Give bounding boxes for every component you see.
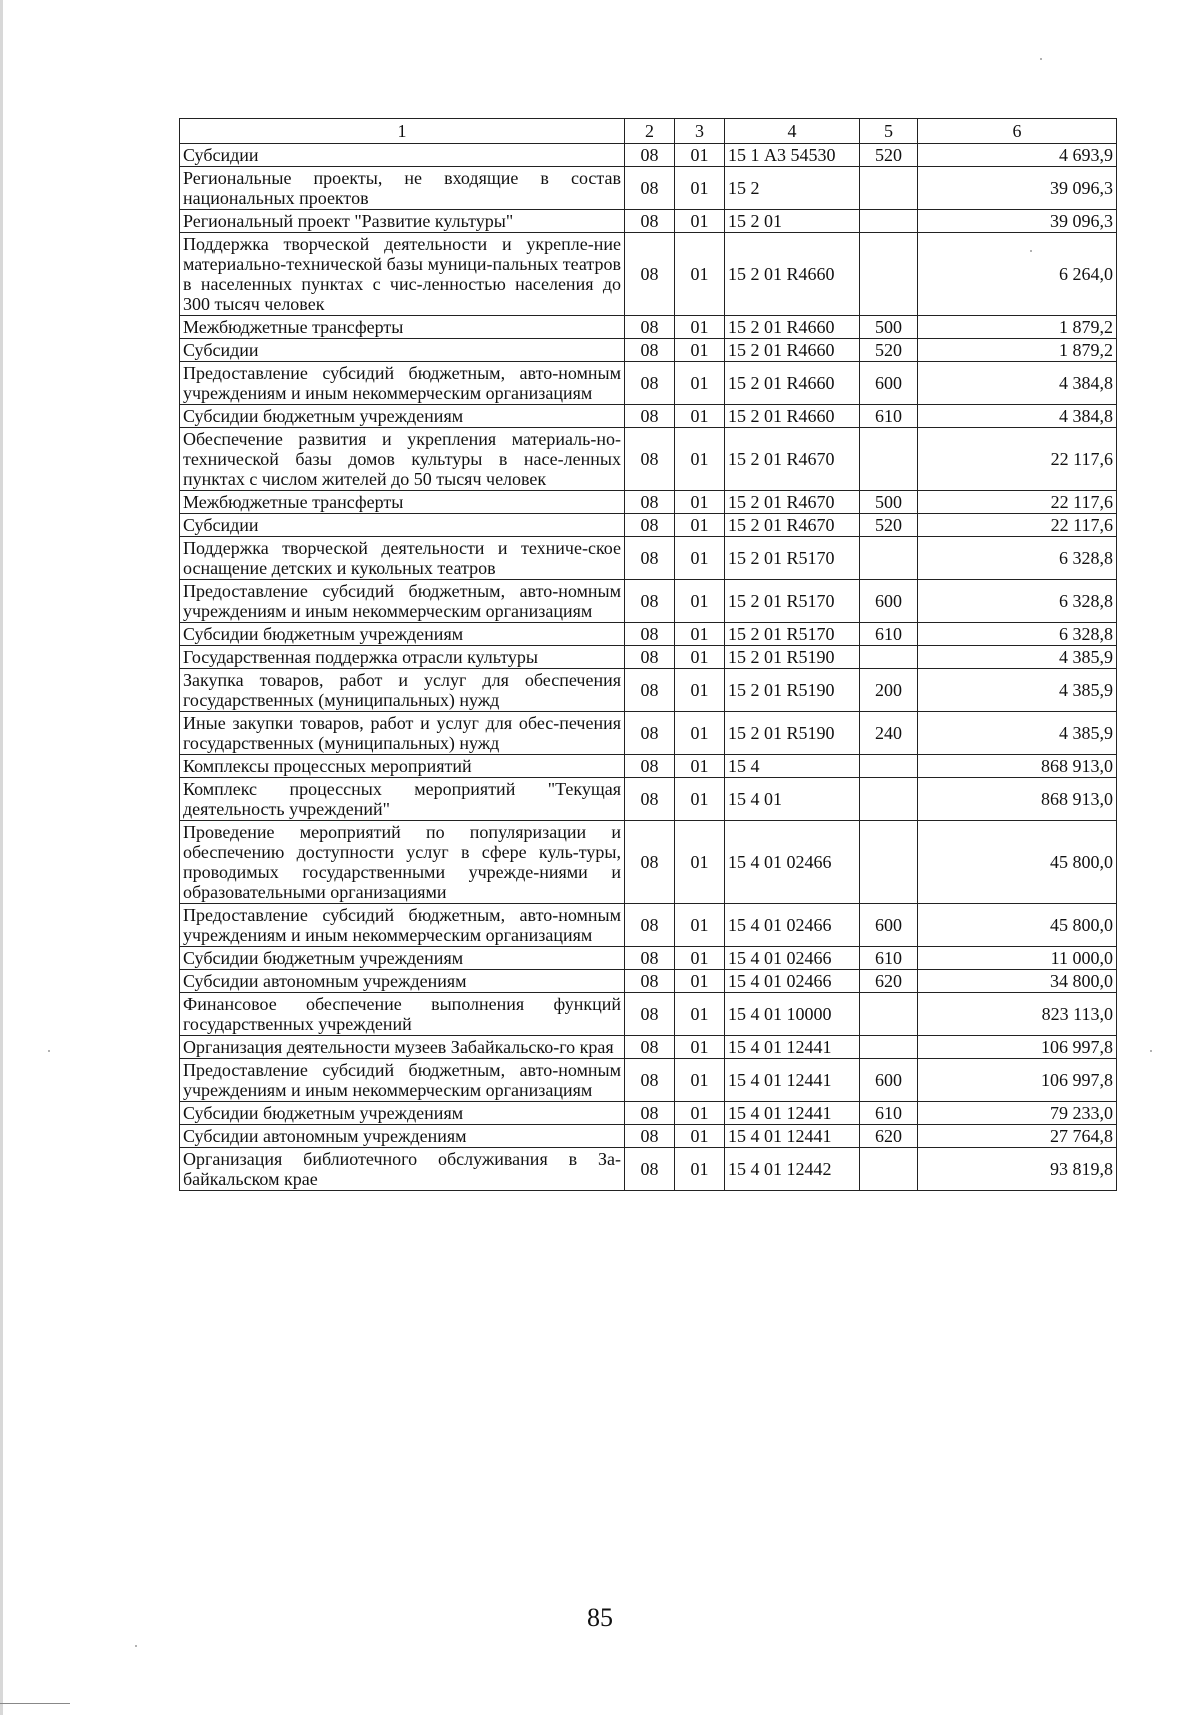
target-article-cell: 15 4 01 12441 <box>725 1036 860 1059</box>
target-article-cell: 15 2 01 R4660 <box>725 362 860 405</box>
target-article-cell: 15 2 01 R5190 <box>725 669 860 712</box>
expense-name-cell: Субсидии <box>180 144 625 167</box>
table-row <box>180 1125 1117 1148</box>
expense-type-cell: 600 <box>860 904 918 947</box>
expense-name-cell: Субсидии бюджетным учреждениям <box>180 405 625 428</box>
scan-speck <box>1150 1050 1152 1052</box>
table-row <box>180 947 1117 970</box>
scan-speck <box>135 1645 137 1647</box>
table-row <box>180 993 1117 1036</box>
target-article-cell: 15 2 01 R4660 <box>725 405 860 428</box>
expense-type-cell: 240 <box>860 712 918 755</box>
section-code-cell: 08 <box>625 623 675 646</box>
expense-name-cell: Региональный проект "Развитие культуры" <box>180 210 625 233</box>
table-row <box>180 362 1117 405</box>
section-code-cell: 08 <box>625 970 675 993</box>
expense-name-cell: Межбюджетные трансферты <box>180 491 625 514</box>
target-article-cell: 15 2 01 R5170 <box>725 580 860 623</box>
expense-name-cell: Субсидии бюджетным учреждениям <box>180 947 625 970</box>
section-code-cell: 08 <box>625 210 675 233</box>
amount-cell: 6 328,8 <box>918 537 1117 580</box>
section-code-cell: 08 <box>625 537 675 580</box>
table-row <box>180 233 1117 316</box>
target-article-cell: 15 2 01 R5190 <box>725 712 860 755</box>
expense-type-cell <box>860 993 918 1036</box>
section-code-cell: 08 <box>625 491 675 514</box>
amount-cell: 4 385,9 <box>918 669 1117 712</box>
amount-cell: 4 385,9 <box>918 646 1117 669</box>
expense-type-cell <box>860 1036 918 1059</box>
scan-bottom-line <box>0 1703 70 1704</box>
table-row <box>180 970 1117 993</box>
target-article-cell: 15 2 <box>725 167 860 210</box>
header-cell: 1 <box>180 119 625 144</box>
expense-type-cell: 600 <box>860 362 918 405</box>
target-article-cell: 15 2 01 R5170 <box>725 537 860 580</box>
section-code-cell: 08 <box>625 646 675 669</box>
target-article-cell: 15 4 01 02466 <box>725 821 860 904</box>
subsection-code-cell: 01 <box>675 537 725 580</box>
target-article-cell: 15 2 01 R5170 <box>725 623 860 646</box>
amount-cell: 823 113,0 <box>918 993 1117 1036</box>
target-article-cell: 15 1 А3 54530 <box>725 144 860 167</box>
amount-cell: 22 117,6 <box>918 491 1117 514</box>
table-row <box>180 405 1117 428</box>
amount-cell: 6 328,8 <box>918 580 1117 623</box>
header-cell: 6 <box>918 119 1117 144</box>
table-row <box>180 537 1117 580</box>
expense-type-cell: 600 <box>860 1059 918 1102</box>
table-row <box>180 646 1117 669</box>
subsection-code-cell: 01 <box>675 970 725 993</box>
amount-cell: 1 879,2 <box>918 339 1117 362</box>
section-code-cell: 08 <box>625 1148 675 1191</box>
expense-type-cell <box>860 167 918 210</box>
page-number: 85 <box>587 1603 613 1632</box>
expense-type-cell <box>860 233 918 316</box>
table-row <box>180 712 1117 755</box>
expense-name-cell: Предоставление субсидий бюджетным, авто-номным учреждениям и иным некоммерческим организациям <box>180 904 625 947</box>
target-article-cell: 15 4 01 12441 <box>725 1059 860 1102</box>
subsection-code-cell: 01 <box>675 210 725 233</box>
target-article-cell: 15 4 01 <box>725 778 860 821</box>
section-code-cell: 08 <box>625 947 675 970</box>
expense-type-cell <box>860 1148 918 1191</box>
target-article-cell: 15 2 01 R5190 <box>725 646 860 669</box>
amount-cell: 4 693,9 <box>918 144 1117 167</box>
table-header-row <box>180 119 1117 144</box>
section-code-cell: 08 <box>625 821 675 904</box>
amount-cell: 4 384,8 <box>918 362 1117 405</box>
expense-name-cell: Субсидии бюджетным учреждениям <box>180 1102 625 1125</box>
amount-cell: 4 385,9 <box>918 712 1117 755</box>
section-code-cell: 08 <box>625 580 675 623</box>
expense-name-cell: Субсидии <box>180 339 625 362</box>
section-code-cell: 08 <box>625 1102 675 1125</box>
amount-cell: 93 819,8 <box>918 1148 1117 1191</box>
expense-name-cell: Предоставление субсидий бюджетным, авто-номным учреждениям и иным некоммерческим организациям <box>180 580 625 623</box>
header-cell: 3 <box>675 119 725 144</box>
expense-type-cell <box>860 210 918 233</box>
expense-name-cell: Проведение мероприятий по популяризации и обеспечению доступности услуг в сфере куль-туры, проводимых государственными учрежде-ниями и образовательными организациями <box>180 821 625 904</box>
expense-name-cell: Финансовое обеспечение выполнения функций государственных учреждений <box>180 993 625 1036</box>
target-article-cell: 15 2 01 R4670 <box>725 514 860 537</box>
amount-cell: 1 879,2 <box>918 316 1117 339</box>
amount-cell: 106 997,8 <box>918 1059 1117 1102</box>
budget-table <box>179 118 1117 1191</box>
subsection-code-cell: 01 <box>675 1036 725 1059</box>
subsection-code-cell: 01 <box>675 821 725 904</box>
table-row <box>180 316 1117 339</box>
subsection-code-cell: 01 <box>675 144 725 167</box>
amount-cell: 6 264,0 <box>918 233 1117 316</box>
subsection-code-cell: 01 <box>675 669 725 712</box>
table-row <box>180 669 1117 712</box>
target-article-cell: 15 4 01 10000 <box>725 993 860 1036</box>
expense-type-cell: 200 <box>860 669 918 712</box>
section-code-cell: 08 <box>625 1059 675 1102</box>
target-article-cell: 15 4 01 12441 <box>725 1102 860 1125</box>
expense-name-cell: Организация библиотечного обслуживания в За-байкальском крае <box>180 1148 625 1191</box>
expense-name-cell: Субсидии автономным учреждениям <box>180 1125 625 1148</box>
subsection-code-cell: 01 <box>675 428 725 491</box>
subsection-code-cell: 01 <box>675 755 725 778</box>
amount-cell: 39 096,3 <box>918 210 1117 233</box>
table-row <box>180 167 1117 210</box>
expense-name-cell: Поддержка творческой деятельности и техниче-ское оснащение детских и кукольных театров <box>180 537 625 580</box>
amount-cell: 45 800,0 <box>918 821 1117 904</box>
expense-type-cell: 610 <box>860 947 918 970</box>
amount-cell: 34 800,0 <box>918 970 1117 993</box>
section-code-cell: 08 <box>625 1036 675 1059</box>
header-cell: 4 <box>725 119 860 144</box>
subsection-code-cell: 01 <box>675 778 725 821</box>
target-article-cell: 15 2 01 R4660 <box>725 339 860 362</box>
amount-cell: 106 997,8 <box>918 1036 1117 1059</box>
expense-name-cell: Комплекс процессных мероприятий "Текущая деятельность учреждений" <box>180 778 625 821</box>
table-row <box>180 1059 1117 1102</box>
table-row <box>180 491 1117 514</box>
subsection-code-cell: 01 <box>675 405 725 428</box>
target-article-cell: 15 4 01 12441 <box>725 1125 860 1148</box>
target-article-cell: 15 2 01 R4670 <box>725 428 860 491</box>
subsection-code-cell: 01 <box>675 646 725 669</box>
expense-name-cell: Субсидии автономным учреждениям <box>180 970 625 993</box>
subsection-code-cell: 01 <box>675 316 725 339</box>
section-code-cell: 08 <box>625 712 675 755</box>
table-row <box>180 428 1117 491</box>
expense-name-cell: Поддержка творческой деятельности и укрепле-ние материально-технической базы муници-пальных театров в населенных пунктах с чис-ленностью населения до 300 тысяч человек <box>180 233 625 316</box>
amount-cell: 45 800,0 <box>918 904 1117 947</box>
table-row <box>180 580 1117 623</box>
section-code-cell: 08 <box>625 904 675 947</box>
section-code-cell: 08 <box>625 167 675 210</box>
amount-cell: 11 000,0 <box>918 947 1117 970</box>
expense-type-cell <box>860 537 918 580</box>
section-code-cell: 08 <box>625 755 675 778</box>
amount-cell: 6 328,8 <box>918 623 1117 646</box>
target-article-cell: 15 4 01 02466 <box>725 947 860 970</box>
expense-name-cell: Закупка товаров, работ и услуг для обеспечения государственных (муниципальных) нужд <box>180 669 625 712</box>
subsection-code-cell: 01 <box>675 1148 725 1191</box>
amount-cell: 27 764,8 <box>918 1125 1117 1148</box>
section-code-cell: 08 <box>625 428 675 491</box>
section-code-cell: 08 <box>625 362 675 405</box>
subsection-code-cell: 01 <box>675 514 725 537</box>
expense-type-cell <box>860 778 918 821</box>
section-code-cell: 08 <box>625 1125 675 1148</box>
amount-cell: 79 233,0 <box>918 1102 1117 1125</box>
expense-type-cell: 500 <box>860 491 918 514</box>
expense-name-cell: Государственная поддержка отрасли культуры <box>180 646 625 669</box>
section-code-cell: 08 <box>625 339 675 362</box>
subsection-code-cell: 01 <box>675 1125 725 1148</box>
target-article-cell: 15 2 01 <box>725 210 860 233</box>
table-row <box>180 144 1117 167</box>
section-code-cell: 08 <box>625 316 675 339</box>
target-article-cell: 15 4 01 12442 <box>725 1148 860 1191</box>
target-article-cell: 15 4 01 02466 <box>725 970 860 993</box>
header-cell: 5 <box>860 119 918 144</box>
expense-type-cell: 520 <box>860 144 918 167</box>
table-row <box>180 821 1117 904</box>
section-code-cell: 08 <box>625 514 675 537</box>
table-row <box>180 210 1117 233</box>
expense-type-cell: 610 <box>860 1102 918 1125</box>
expense-type-cell <box>860 428 918 491</box>
section-code-cell: 08 <box>625 993 675 1036</box>
expense-type-cell <box>860 755 918 778</box>
table-row <box>180 514 1117 537</box>
expense-name-cell: Субсидии <box>180 514 625 537</box>
target-article-cell: 15 2 01 R4670 <box>725 491 860 514</box>
scan-speck <box>48 1050 50 1052</box>
subsection-code-cell: 01 <box>675 623 725 646</box>
expense-type-cell: 520 <box>860 339 918 362</box>
expense-type-cell: 500 <box>860 316 918 339</box>
scan-speck <box>1040 58 1042 60</box>
target-article-cell: 15 4 <box>725 755 860 778</box>
amount-cell: 39 096,3 <box>918 167 1117 210</box>
expense-type-cell: 600 <box>860 580 918 623</box>
section-code-cell: 08 <box>625 669 675 712</box>
amount-cell: 22 117,6 <box>918 428 1117 491</box>
subsection-code-cell: 01 <box>675 993 725 1036</box>
section-code-cell: 08 <box>625 778 675 821</box>
table-row <box>180 904 1117 947</box>
expense-type-cell: 610 <box>860 623 918 646</box>
expense-type-cell: 610 <box>860 405 918 428</box>
amount-cell: 868 913,0 <box>918 778 1117 821</box>
target-article-cell: 15 4 01 02466 <box>725 904 860 947</box>
table-row <box>180 1148 1117 1191</box>
subsection-code-cell: 01 <box>675 1059 725 1102</box>
target-article-cell: 15 2 01 R4660 <box>725 233 860 316</box>
header-cell: 2 <box>625 119 675 144</box>
expense-name-cell: Комплексы процессных мероприятий <box>180 755 625 778</box>
expense-name-cell: Иные закупки товаров, работ и услуг для обес-печения государственных (муниципальных) нужд <box>180 712 625 755</box>
section-code-cell: 08 <box>625 144 675 167</box>
subsection-code-cell: 01 <box>675 491 725 514</box>
amount-cell: 22 117,6 <box>918 514 1117 537</box>
subsection-code-cell: 01 <box>675 580 725 623</box>
subsection-code-cell: 01 <box>675 233 725 316</box>
section-code-cell: 08 <box>625 233 675 316</box>
expense-type-cell <box>860 821 918 904</box>
target-article-cell: 15 2 01 R4660 <box>725 316 860 339</box>
expense-type-cell <box>860 646 918 669</box>
table-row <box>180 1102 1117 1125</box>
section-code-cell: 08 <box>625 405 675 428</box>
scan-edge <box>0 0 3 1715</box>
amount-cell: 4 384,8 <box>918 405 1117 428</box>
subsection-code-cell: 01 <box>675 362 725 405</box>
expense-name-cell: Субсидии бюджетным учреждениям <box>180 623 625 646</box>
table-row <box>180 1036 1117 1059</box>
table-row <box>180 755 1117 778</box>
expense-type-cell: 620 <box>860 970 918 993</box>
expense-name-cell: Межбюджетные трансферты <box>180 316 625 339</box>
subsection-code-cell: 01 <box>675 947 725 970</box>
table-row <box>180 339 1117 362</box>
expense-name-cell: Организация деятельности музеев Забайкальско-го края <box>180 1036 625 1059</box>
expense-name-cell: Предоставление субсидий бюджетным, авто-номным учреждениям и иным некоммерческим организациям <box>180 362 625 405</box>
expense-name-cell: Обеспечение развития и укрепления материаль-но-технической базы домов культуры в насе-ленных пунктах с числом жителей до 50 тысяч человек <box>180 428 625 491</box>
subsection-code-cell: 01 <box>675 904 725 947</box>
subsection-code-cell: 01 <box>675 339 725 362</box>
expense-type-cell: 620 <box>860 1125 918 1148</box>
table-row <box>180 778 1117 821</box>
subsection-code-cell: 01 <box>675 167 725 210</box>
expense-name-cell: Предоставление субсидий бюджетным, авто-номным учреждениям и иным некоммерческим организациям <box>180 1059 625 1102</box>
expense-name-cell: Региональные проекты, не входящие в состав национальных проектов <box>180 167 625 210</box>
subsection-code-cell: 01 <box>675 1102 725 1125</box>
table-row <box>180 623 1117 646</box>
amount-cell: 868 913,0 <box>918 755 1117 778</box>
subsection-code-cell: 01 <box>675 712 725 755</box>
expense-type-cell: 520 <box>860 514 918 537</box>
